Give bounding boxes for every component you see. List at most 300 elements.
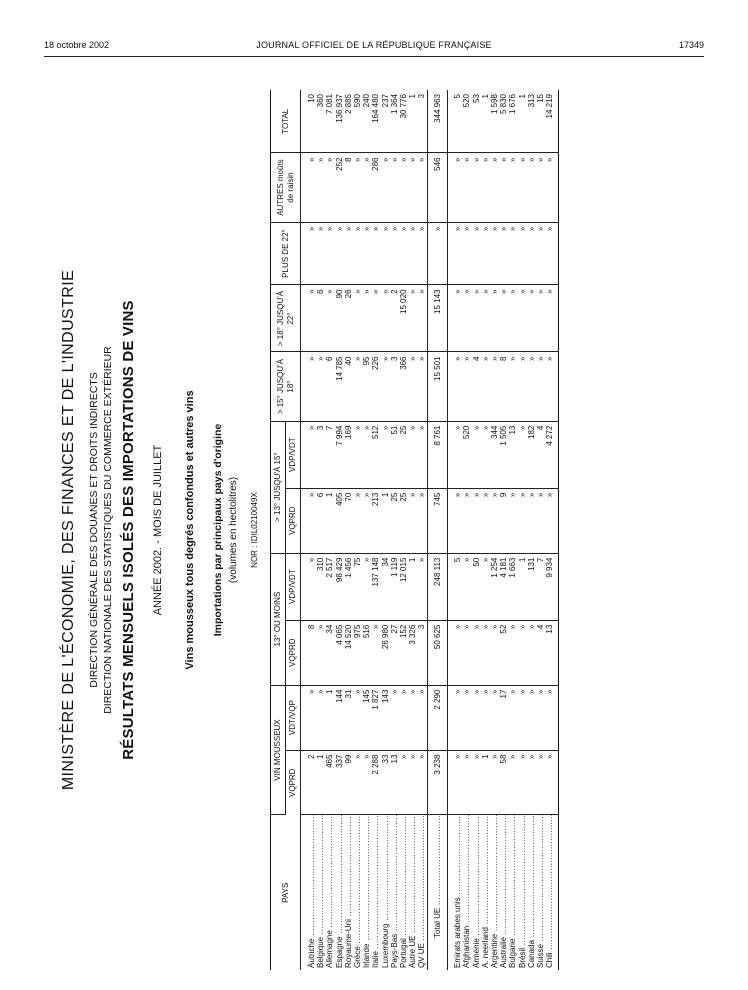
value-cell: 2 517 bbox=[325, 553, 334, 620]
value-cell: » bbox=[490, 685, 499, 750]
value-cell: » bbox=[499, 285, 508, 352]
value-cell: » bbox=[508, 352, 517, 421]
value-cell: 337 bbox=[335, 750, 344, 815]
value-cell: 4 181 bbox=[499, 553, 508, 620]
value-cell: 137 148 bbox=[371, 553, 380, 620]
value-cell: » bbox=[453, 421, 462, 488]
value-cell: 152 bbox=[399, 620, 408, 685]
value-cell: » bbox=[508, 685, 517, 750]
value-cell: » bbox=[462, 488, 471, 553]
value-cell: 2 290 bbox=[427, 685, 447, 750]
country-cell: Total UE ..... bbox=[427, 815, 447, 970]
value-cell: 590 bbox=[353, 90, 362, 153]
value-cell: 169 bbox=[344, 421, 353, 488]
value-cell: » bbox=[472, 222, 481, 285]
country-cell: Italie ..... bbox=[371, 815, 380, 970]
value-cell: » bbox=[518, 421, 527, 488]
value-cell: 53 bbox=[472, 90, 481, 153]
country-cell: Royaume-Uni ..... bbox=[344, 815, 353, 970]
value-cell: 4 bbox=[536, 421, 545, 488]
value-cell: » bbox=[316, 153, 325, 222]
value-cell: 313 bbox=[527, 90, 536, 153]
value-cell: » bbox=[427, 222, 447, 285]
value-cell: » bbox=[417, 352, 427, 421]
value-cell: 25 bbox=[390, 488, 399, 553]
country-cell: Espagne ..... bbox=[335, 815, 344, 970]
value-cell: » bbox=[362, 750, 371, 815]
value-cell: 164 480 bbox=[371, 90, 380, 153]
journal-title: JOURNAL OFFICIEL DE LA RÉPUBLIQUE FRANÇAISE bbox=[256, 40, 492, 50]
table-row bbox=[499, 90, 508, 970]
value-cell: 3 bbox=[316, 421, 325, 488]
value-cell: 1 bbox=[408, 90, 417, 153]
table-row bbox=[371, 90, 380, 970]
rotated-page bbox=[44, 90, 704, 970]
value-cell: » bbox=[462, 352, 471, 421]
value-cell: » bbox=[462, 285, 471, 352]
value-cell: » bbox=[545, 685, 559, 750]
value-cell: » bbox=[527, 153, 536, 222]
table-row bbox=[301, 90, 317, 970]
value-cell: » bbox=[536, 352, 545, 421]
value-cell: » bbox=[527, 285, 536, 352]
value-cell: 1 364 bbox=[390, 90, 399, 153]
value-cell: » bbox=[301, 488, 317, 553]
value-cell: 1 676 bbox=[508, 90, 517, 153]
value-cell: » bbox=[353, 750, 362, 815]
value-cell: » bbox=[536, 685, 545, 750]
value-cell: 9 934 bbox=[545, 553, 559, 620]
value-cell: 15 501 bbox=[427, 352, 447, 421]
value-cell: » bbox=[381, 285, 390, 352]
table-row bbox=[381, 90, 390, 970]
value-cell: » bbox=[362, 153, 371, 222]
country-cell: Afghanistan ..... bbox=[462, 815, 471, 970]
country-cell: Autre UE ..... bbox=[408, 815, 417, 970]
value-cell: 405 bbox=[335, 488, 344, 553]
value-cell: » bbox=[462, 750, 471, 815]
value-cell: » bbox=[301, 685, 317, 750]
value-cell: » bbox=[353, 222, 362, 285]
value-cell: » bbox=[353, 285, 362, 352]
value-cell: » bbox=[408, 421, 417, 488]
value-cell: » bbox=[453, 620, 462, 685]
value-cell: 8 bbox=[301, 620, 317, 685]
value-cell: 15 bbox=[536, 90, 545, 153]
value-cell: » bbox=[453, 222, 462, 285]
table-row bbox=[325, 90, 334, 970]
table-row bbox=[536, 90, 545, 970]
header-13-ou-moins: 13° OU MOINS bbox=[271, 553, 286, 685]
value-cell: » bbox=[417, 750, 427, 815]
value-cell: 1 827 bbox=[371, 685, 380, 750]
subheader-vqprd: VQPRD bbox=[286, 488, 301, 553]
value-cell: » bbox=[462, 222, 471, 285]
value-cell: 27 bbox=[390, 620, 399, 685]
value-cell: » bbox=[518, 620, 527, 685]
value-cell: » bbox=[472, 285, 481, 352]
value-cell: » bbox=[499, 222, 508, 285]
value-cell: 58 bbox=[499, 750, 508, 815]
value-cell: » bbox=[301, 285, 317, 352]
value-cell: 143 bbox=[381, 685, 390, 750]
value-cell: 14 785 bbox=[335, 352, 344, 421]
value-cell: » bbox=[527, 222, 536, 285]
value-cell: 1 505 bbox=[499, 421, 508, 488]
value-cell: » bbox=[508, 153, 517, 222]
value-cell: » bbox=[545, 153, 559, 222]
value-cell: 520 bbox=[462, 90, 471, 153]
value-cell: 51 bbox=[390, 421, 399, 488]
country-cell: Luxembourg ..... bbox=[381, 815, 390, 970]
units: (volumes en hectolitres) bbox=[228, 476, 239, 584]
import-table bbox=[270, 90, 559, 970]
value-cell: » bbox=[408, 685, 417, 750]
value-cell: 2 885 bbox=[344, 90, 353, 153]
value-cell: » bbox=[536, 153, 545, 222]
value-cell: » bbox=[408, 285, 417, 352]
nor-reference: NOR : IDIL0210049X bbox=[250, 492, 259, 568]
value-cell: » bbox=[381, 421, 390, 488]
value-cell: 3 bbox=[417, 620, 427, 685]
value-cell: » bbox=[417, 285, 427, 352]
value-cell: 34 bbox=[381, 553, 390, 620]
value-cell: 131 bbox=[527, 553, 536, 620]
value-cell: » bbox=[527, 685, 536, 750]
value-cell: 6 bbox=[316, 488, 325, 553]
value-cell: 13 bbox=[390, 750, 399, 815]
value-cell: » bbox=[316, 685, 325, 750]
page-number: 17349 bbox=[678, 40, 704, 50]
value-cell: 8 bbox=[499, 352, 508, 421]
value-cell: » bbox=[408, 352, 417, 421]
value-cell: » bbox=[481, 352, 490, 421]
table-row bbox=[344, 90, 353, 970]
value-cell: 3 bbox=[417, 90, 427, 153]
subheader-vqprd: VQPRD bbox=[286, 750, 301, 815]
subheader-vqprd: VQPRD bbox=[286, 620, 301, 685]
value-cell: » bbox=[472, 620, 481, 685]
value-cell: 6 bbox=[325, 352, 334, 421]
country-cell: Arménie ..... bbox=[472, 815, 481, 970]
value-cell: » bbox=[316, 222, 325, 285]
value-cell: 9 bbox=[499, 488, 508, 553]
value-cell: 7 bbox=[536, 553, 545, 620]
directorate-1: DIRECTION GÉNÉRALE DES DOUANES ET DROITS INDIRECTS bbox=[88, 372, 100, 688]
table-row bbox=[490, 90, 499, 970]
value-cell: » bbox=[408, 153, 417, 222]
table-row bbox=[527, 90, 536, 970]
value-cell: » bbox=[362, 285, 371, 352]
value-cell: 26 980 bbox=[381, 620, 390, 685]
value-cell: 4 bbox=[536, 620, 545, 685]
country-cell: Suisse ..... bbox=[536, 815, 545, 970]
value-cell: 4 bbox=[472, 352, 481, 421]
value-cell: 1 bbox=[381, 488, 390, 553]
directorate-2: DIRECTION NATIONALE DES STATISTIQUES DU COMMERCE EXTÉRIEUR bbox=[102, 346, 114, 714]
country-cell: Grèce ..... bbox=[353, 815, 362, 970]
value-cell: 3 326 bbox=[408, 620, 417, 685]
country-cell: Brésil ..... bbox=[518, 815, 527, 970]
value-cell: 31 bbox=[344, 685, 353, 750]
value-cell: 1 bbox=[325, 488, 334, 553]
value-cell: 1 bbox=[481, 750, 490, 815]
value-cell: » bbox=[371, 222, 380, 285]
value-cell: » bbox=[371, 285, 380, 352]
value-cell: 366 bbox=[399, 352, 408, 421]
value-cell: 344 bbox=[490, 421, 499, 488]
value-cell: » bbox=[301, 153, 317, 222]
value-cell: 30 776 bbox=[399, 90, 408, 153]
value-cell: 34 bbox=[325, 620, 334, 685]
value-cell: » bbox=[481, 685, 490, 750]
country-cell: Emirats arabes unis ..... bbox=[453, 815, 462, 970]
value-cell: » bbox=[335, 222, 344, 285]
value-cell: 33 bbox=[381, 750, 390, 815]
document-title: RÉSULTATS MENSUELS ISOLÉS DES IMPORTATIONS DE VINS bbox=[120, 300, 137, 760]
value-cell: 50 bbox=[472, 553, 481, 620]
value-cell: » bbox=[353, 421, 362, 488]
value-cell: 3 238 bbox=[427, 750, 447, 815]
header-13-15: > 13° JUSQU'À 15° bbox=[271, 421, 286, 553]
value-cell: 98 429 bbox=[335, 553, 344, 620]
country-cell: Allemagne ..... bbox=[325, 815, 334, 970]
value-cell: » bbox=[390, 685, 399, 750]
value-cell: » bbox=[399, 222, 408, 285]
value-cell: » bbox=[518, 750, 527, 815]
value-cell: » bbox=[325, 285, 334, 352]
value-cell: » bbox=[417, 488, 427, 553]
value-cell: 248 113 bbox=[427, 553, 447, 620]
value-cell: » bbox=[353, 153, 362, 222]
value-cell: 8 bbox=[344, 153, 353, 222]
value-cell: 25 bbox=[399, 488, 408, 553]
value-cell: 2 bbox=[390, 285, 399, 352]
value-cell: » bbox=[508, 620, 517, 685]
table-row bbox=[481, 90, 490, 970]
value-cell: 5 bbox=[453, 553, 462, 620]
value-cell: 1 bbox=[518, 553, 527, 620]
value-cell: » bbox=[545, 750, 559, 815]
value-cell: 1 663 bbox=[508, 553, 517, 620]
value-cell: » bbox=[527, 620, 536, 685]
value-cell: 95 bbox=[362, 352, 371, 421]
value-cell: » bbox=[499, 153, 508, 222]
value-cell: 213 bbox=[371, 488, 380, 553]
value-cell: » bbox=[545, 222, 559, 285]
value-cell: 8 761 bbox=[427, 421, 447, 488]
value-cell: » bbox=[508, 488, 517, 553]
value-cell: » bbox=[462, 553, 471, 620]
value-cell: » bbox=[490, 285, 499, 352]
value-cell: » bbox=[472, 750, 481, 815]
value-cell: » bbox=[527, 488, 536, 553]
value-cell: » bbox=[301, 222, 317, 285]
value-cell: » bbox=[536, 488, 545, 553]
value-cell: » bbox=[536, 285, 545, 352]
value-cell: 182 bbox=[527, 421, 536, 488]
value-cell: 15 143 bbox=[427, 285, 447, 352]
value-cell: 7 994 bbox=[335, 421, 344, 488]
value-cell: » bbox=[490, 488, 499, 553]
country-cell: Australie ..... bbox=[499, 815, 508, 970]
table-row bbox=[545, 90, 559, 970]
value-cell: 14 520 bbox=[344, 620, 353, 685]
value-cell: » bbox=[301, 352, 317, 421]
value-cell: » bbox=[371, 620, 380, 685]
value-cell: » bbox=[453, 685, 462, 750]
value-cell: » bbox=[518, 685, 527, 750]
value-cell: » bbox=[453, 488, 462, 553]
value-cell: 520 bbox=[462, 421, 471, 488]
value-cell: 90 bbox=[335, 285, 344, 352]
value-cell: 7 081 bbox=[325, 90, 334, 153]
value-cell: 13 bbox=[545, 620, 559, 685]
value-cell: 25 bbox=[399, 421, 408, 488]
country-cell: A. neerland ..... bbox=[481, 815, 490, 970]
value-cell: 15 020 bbox=[399, 285, 408, 352]
table-row bbox=[508, 90, 517, 970]
value-cell: » bbox=[316, 352, 325, 421]
table-row bbox=[518, 90, 527, 970]
header-autres: AUTRES moûts de raisin bbox=[271, 153, 301, 222]
value-cell: » bbox=[462, 620, 471, 685]
value-cell: » bbox=[462, 153, 471, 222]
value-cell: 3 bbox=[390, 352, 399, 421]
value-cell: 13 bbox=[508, 421, 517, 488]
value-cell: » bbox=[508, 285, 517, 352]
value-cell: 50 625 bbox=[427, 620, 447, 685]
table-row bbox=[417, 90, 427, 970]
value-cell: » bbox=[527, 750, 536, 815]
value-cell: » bbox=[490, 620, 499, 685]
header-total: TOTAL bbox=[271, 90, 301, 153]
value-cell: » bbox=[453, 352, 462, 421]
value-cell: » bbox=[472, 153, 481, 222]
country-cell: Pays-Bas ..... bbox=[390, 815, 399, 970]
country-cell: Irlande ..... bbox=[362, 815, 371, 970]
value-cell: » bbox=[518, 352, 527, 421]
table-row bbox=[362, 90, 371, 970]
value-cell: » bbox=[325, 222, 334, 285]
value-cell: 252 bbox=[335, 153, 344, 222]
value-cell: » bbox=[536, 222, 545, 285]
value-cell: » bbox=[453, 285, 462, 352]
value-cell: 17 bbox=[499, 685, 508, 750]
value-cell: » bbox=[536, 750, 545, 815]
value-cell: 1 119 bbox=[390, 553, 399, 620]
header-date: 18 octobre 2002 bbox=[44, 40, 110, 50]
value-cell: » bbox=[417, 222, 427, 285]
value-cell: 975 bbox=[353, 620, 362, 685]
value-cell: 26 bbox=[344, 285, 353, 352]
value-cell: 99 bbox=[344, 750, 353, 815]
value-cell: » bbox=[462, 685, 471, 750]
value-cell: 1 456 bbox=[344, 553, 353, 620]
value-cell: 465 bbox=[325, 750, 334, 815]
value-cell: » bbox=[508, 750, 517, 815]
value-cell: 5 bbox=[453, 90, 462, 153]
value-cell: 745 bbox=[427, 488, 447, 553]
table-row bbox=[399, 90, 408, 970]
table-row bbox=[408, 90, 417, 970]
value-cell: » bbox=[481, 620, 490, 685]
value-cell: » bbox=[353, 488, 362, 553]
value-cell: » bbox=[481, 222, 490, 285]
table-row bbox=[427, 90, 447, 970]
value-cell: 1 254 bbox=[490, 553, 499, 620]
value-cell: 40 bbox=[344, 352, 353, 421]
value-cell: 6 bbox=[316, 285, 325, 352]
country-cell: Autriche ..... bbox=[301, 815, 317, 970]
value-cell: » bbox=[381, 352, 390, 421]
value-cell: 12 015 bbox=[399, 553, 408, 620]
value-cell: » bbox=[545, 285, 559, 352]
value-cell: » bbox=[518, 285, 527, 352]
header-plus-22: PLUS DE 22° bbox=[271, 222, 301, 285]
table-body bbox=[301, 90, 559, 970]
value-cell: » bbox=[490, 153, 499, 222]
value-cell: 1 bbox=[408, 553, 417, 620]
value-cell: 516 bbox=[362, 620, 371, 685]
value-cell: » bbox=[316, 620, 325, 685]
value-cell: 10 bbox=[301, 90, 317, 153]
subtitle: Vins mousseux tous degrés confondus et autres vins bbox=[184, 390, 196, 670]
value-cell: 310 bbox=[316, 553, 325, 620]
value-cell: 226 bbox=[371, 352, 380, 421]
value-cell: » bbox=[390, 222, 399, 285]
value-cell: » bbox=[408, 222, 417, 285]
value-cell: » bbox=[399, 750, 408, 815]
value-cell: » bbox=[362, 553, 371, 620]
value-cell: 145 bbox=[362, 685, 371, 750]
country-cell: Argentine ..... bbox=[490, 815, 499, 970]
value-cell: » bbox=[362, 222, 371, 285]
value-cell: » bbox=[527, 352, 536, 421]
value-cell: 5 830 bbox=[499, 90, 508, 153]
table-row bbox=[462, 90, 471, 970]
subheader-vdp-vdt: VDP/VDT bbox=[286, 553, 301, 620]
value-cell: 136 937 bbox=[335, 90, 344, 153]
value-cell: » bbox=[353, 352, 362, 421]
value-cell: » bbox=[399, 685, 408, 750]
value-cell: 344 963 bbox=[427, 90, 447, 153]
value-cell: » bbox=[408, 750, 417, 815]
value-cell: » bbox=[353, 685, 362, 750]
value-cell: » bbox=[344, 222, 353, 285]
table-row bbox=[316, 90, 325, 970]
country-cell: QV UE ..... bbox=[417, 815, 427, 970]
value-cell: » bbox=[545, 352, 559, 421]
value-cell: » bbox=[490, 352, 499, 421]
value-cell: » bbox=[518, 222, 527, 285]
value-cell: 2 288 bbox=[371, 750, 380, 815]
value-cell: » bbox=[390, 153, 399, 222]
value-cell: » bbox=[417, 153, 427, 222]
value-cell: » bbox=[481, 285, 490, 352]
value-cell: » bbox=[508, 222, 517, 285]
value-cell: » bbox=[381, 222, 390, 285]
value-cell: 237 bbox=[381, 90, 390, 153]
value-cell: 2 bbox=[301, 750, 317, 815]
value-cell: 14 219 bbox=[545, 90, 559, 153]
value-cell: » bbox=[417, 421, 427, 488]
country-cell: Canada ..... bbox=[527, 815, 536, 970]
value-cell: 512 bbox=[371, 421, 380, 488]
country-cell: Bulgarie ..... bbox=[508, 815, 517, 970]
value-cell: 240 bbox=[362, 90, 371, 153]
value-cell: » bbox=[399, 153, 408, 222]
